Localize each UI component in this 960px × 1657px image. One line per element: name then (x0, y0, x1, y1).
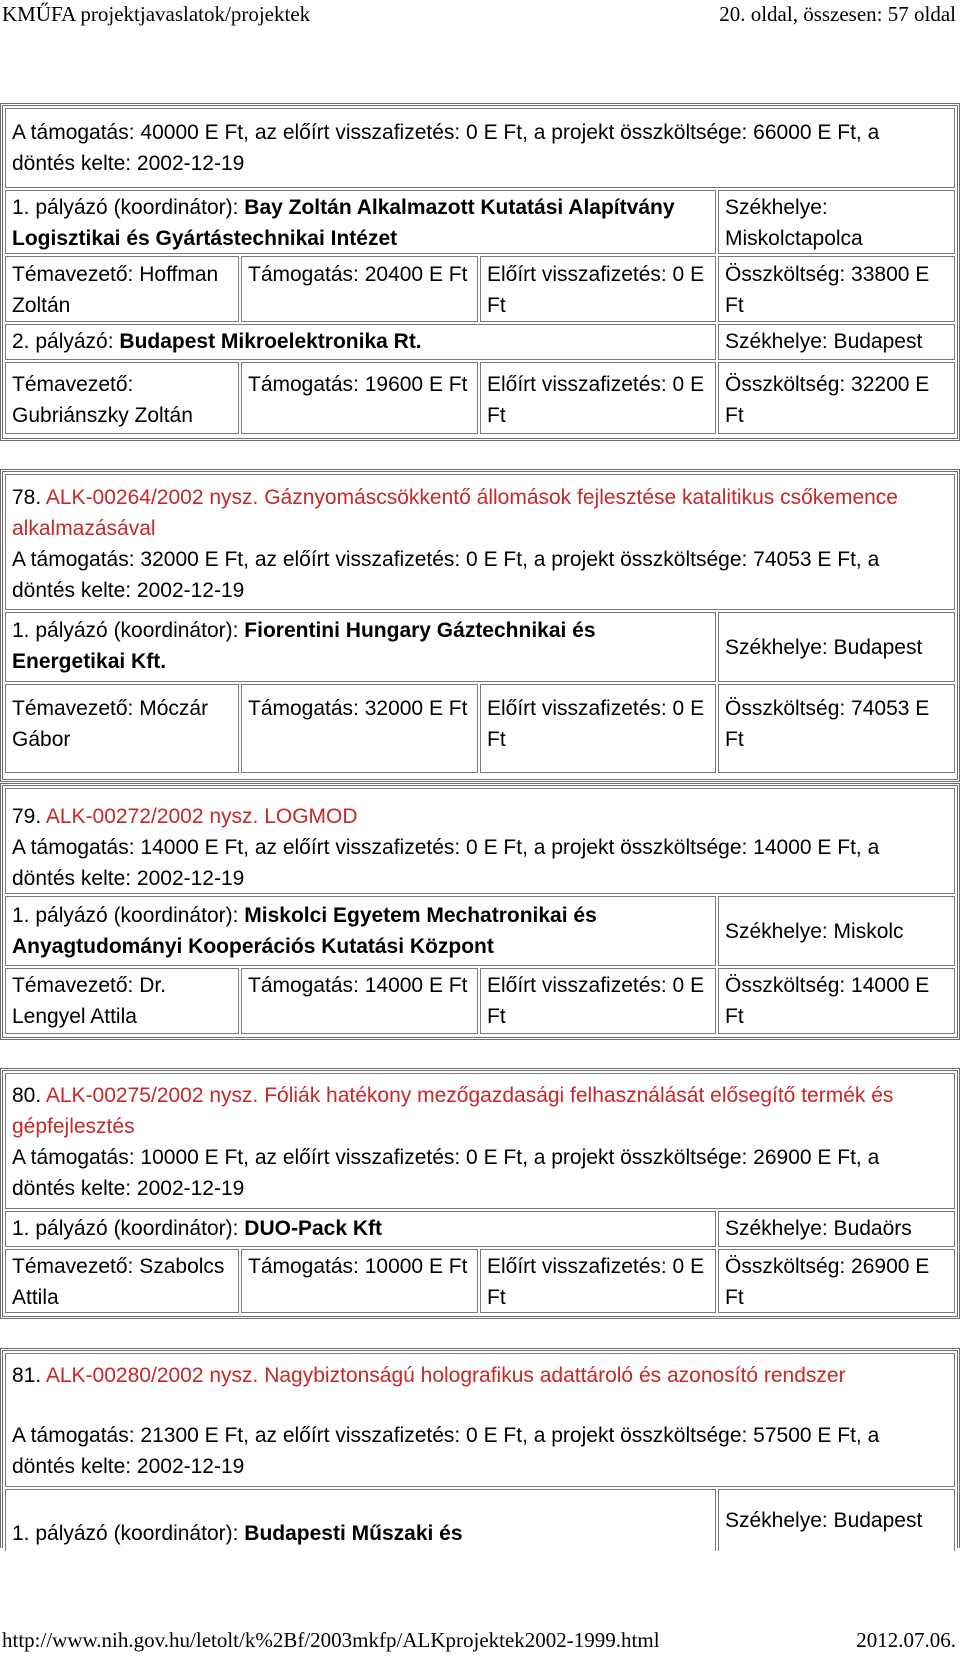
page-footer (0, 1625, 960, 1655)
applicant-name: Budapest Mikroelektronika Rt. (119, 330, 422, 353)
project-code-link[interactable]: ALK-00280/2002 nysz. (45, 1364, 259, 1387)
repayment: Előírt visszafizetés: 0 E Ft (480, 684, 716, 773)
applicant-1: 1. pályázó (koordinátor): DUO-Pack Kft (5, 1211, 716, 1247)
page-header (0, 0, 960, 30)
project-79 (0, 783, 960, 1040)
project-code-link[interactable]: ALK-00272/2002 nysz. (45, 805, 259, 828)
project-summary: A támogatás: 40000 E Ft, az előírt visszafizetés: 0 E Ft, a projekt összköltsége: 66000 E Ft, a döntés kelte: 2002-12-19 (5, 108, 955, 188)
project-77 (0, 103, 960, 441)
applicant-1-seat: Székhelye: Budapest (718, 612, 955, 682)
applicant-1-seat: Székhelye: Miskolctapolca (718, 190, 955, 254)
total-cost: Összköltség: 14000 E Ft (718, 968, 955, 1034)
support-amount: Támogatás: 19600 E Ft (241, 362, 478, 434)
applicant-2-seat: Székhelye: Budapest (718, 324, 955, 360)
project-summary: A támogatás: 14000 E Ft, az előírt visszafizetés: 0 E Ft, a projekt összköltsége: 14000 E Ft, a döntés kelte: 2002-12-19 (12, 836, 880, 890)
applicant-name: Bay Zoltán Alkalmazott Kutatási Alapítvány Logisztikai és Gyártástechnikai Intézet (12, 196, 675, 250)
project-title: Fóliák hatékony mezőgazdasági felhasználását elősegítő termék és gépfejlesztés (12, 1084, 894, 1138)
support-amount: Támogatás: 14000 E Ft (241, 968, 478, 1034)
project-78 (0, 469, 960, 782)
source-url[interactable]: http://www.nih.gov.hu/letolt/k%2Bf/2003mkfp/ALKprojektek2002-1999.html (2, 1628, 660, 1652)
project-code-link[interactable]: ALK-00264/2002 nysz. (45, 486, 259, 509)
header-title: KMŰFA projektjavaslatok/projektek (2, 2, 311, 26)
support-amount: Támogatás: 10000 E Ft (241, 1249, 478, 1313)
project-title: LOGMOD (264, 805, 358, 828)
support-amount: Támogatás: 20400 E Ft (241, 256, 478, 322)
repayment: Előírt visszafizetés: 0 E Ft (480, 256, 716, 322)
project-leader: Témavezető: Gubriánszky Zoltán (5, 362, 239, 434)
applicant-name: DUO-Pack Kft (244, 1217, 382, 1240)
applicant-1: 1. pályázó (koordinátor): Bay Zoltán Alkalmazott Kutatási Alapítvány Logisztikai és Gyártástechnikai Intézet (5, 190, 716, 254)
project-heading: 81. ALK-00280/2002 nysz. Nagybiztonságú holografikus adattároló és azonosító rendszer A támogatás: 21300 E Ft, az előírt visszafizetés: 0 E Ft, a projekt összköltsége: 57500 E Ft, a döntés kelte: 2002-12-19 (5, 1353, 955, 1487)
applicant-name: Fiorentini Hungary Gáztechnikai és Energetikai Kft. (12, 619, 596, 673)
applicant-1: 1. pályázó (koordinátor): Miskolci Egyetem Mechatronikai és Anyagtudományi Kooperációs Kutatási Központ (5, 896, 716, 966)
applicant-1: 1. pályázó (koordinátor): Budapesti Műszaki és (5, 1489, 716, 1551)
project-summary: A támogatás: 32000 E Ft, az előírt visszafizetés: 0 E Ft, a projekt összköltsége: 74053 E Ft, a döntés kelte: 2002-12-19 (12, 548, 880, 602)
total-cost: Összköltség: 32200 E Ft (718, 362, 955, 434)
page-counter: 20. oldal, összesen: 57 oldal (719, 2, 956, 26)
applicant-name: Miskolci Egyetem Mechatronikai és Anyagtudományi Kooperációs Kutatási Központ (12, 904, 597, 958)
repayment: Előírt visszafizetés: 0 E Ft (480, 1249, 716, 1313)
project-heading: 80. ALK-00275/2002 nysz. Fóliák hatékony mezőgazdasági felhasználását elősegítő termék és gépfejlesztés A támogatás: 10000 E Ft, az előírt visszafizetés: 0 E Ft, a projekt összköltsége: 26900 E Ft, a döntés kelte: 2002-12-19 (5, 1073, 955, 1209)
project-80 (0, 1068, 960, 1319)
applicant-2: 2. pályázó: Budapest Mikroelektronika Rt. (5, 324, 716, 360)
project-81 (0, 1348, 960, 1548)
project-code-link[interactable]: ALK-00275/2002 nysz. (45, 1084, 259, 1107)
total-cost: Összköltség: 33800 E Ft (718, 256, 955, 322)
total-cost: Összköltség: 26900 E Ft (718, 1249, 955, 1313)
applicant-name: Budapesti Műszaki és (244, 1522, 463, 1545)
project-leader: Témavezető: Dr. Lengyel Attila (5, 968, 239, 1034)
project-summary: A támogatás: 10000 E Ft, az előírt visszafizetés: 0 E Ft, a projekt összköltsége: 26900 E Ft, a döntés kelte: 2002-12-19 (12, 1146, 880, 1200)
repayment: Előírt visszafizetés: 0 E Ft (480, 362, 716, 434)
project-title: Nagybiztonságú holografikus adattároló és azonosító rendszer (264, 1364, 846, 1387)
project-leader: Témavezető: Hoffman Zoltán (5, 256, 239, 322)
project-heading: 79. ALK-00272/2002 nysz. LOGMOD A támogatás: 14000 E Ft, az előírt visszafizetés: 0 E Ft, a projekt összköltsége: 14000 E Ft, a döntés kelte: 2002-12-19 (5, 788, 955, 894)
project-summary: A támogatás: 21300 E Ft, az előírt visszafizetés: 0 E Ft, a projekt összköltsége: 57500 E Ft, a döntés kelte: 2002-12-19 (12, 1424, 880, 1478)
project-leader: Témavezető: Móczár Gábor (5, 684, 239, 773)
support-amount: Támogatás: 32000 E Ft (241, 684, 478, 773)
applicant-1-seat: Székhelye: Budapest (718, 1489, 955, 1551)
applicant-1-seat: Székhelye: Budaörs (718, 1211, 955, 1247)
total-cost: Összköltség: 74053 E Ft (718, 684, 955, 773)
project-heading: 78. ALK-00264/2002 nysz. Gáznyomáscsökkentő állomások fejlesztése katalitikus csőkemence alkalmazásával A támogatás: 32000 E Ft, az előírt visszafizetés: 0 E Ft, a projekt összköltsége: 74053 E Ft, a döntés kelte: 2002-12-19 (5, 474, 955, 610)
print-date: 2012.07.06. (856, 1628, 956, 1652)
repayment: Előírt visszafizetés: 0 E Ft (480, 968, 716, 1034)
project-title: Gáznyomáscsökkentő állomások fejlesztése katalitikus csőkemence alkalmazásával (12, 486, 898, 540)
applicant-1-seat: Székhelye: Miskolc (718, 896, 955, 966)
applicant-1: 1. pályázó (koordinátor): Fiorentini Hungary Gáztechnikai és Energetikai Kft. (5, 612, 716, 682)
project-leader: Témavezető: Szabolcs Attila (5, 1249, 239, 1313)
